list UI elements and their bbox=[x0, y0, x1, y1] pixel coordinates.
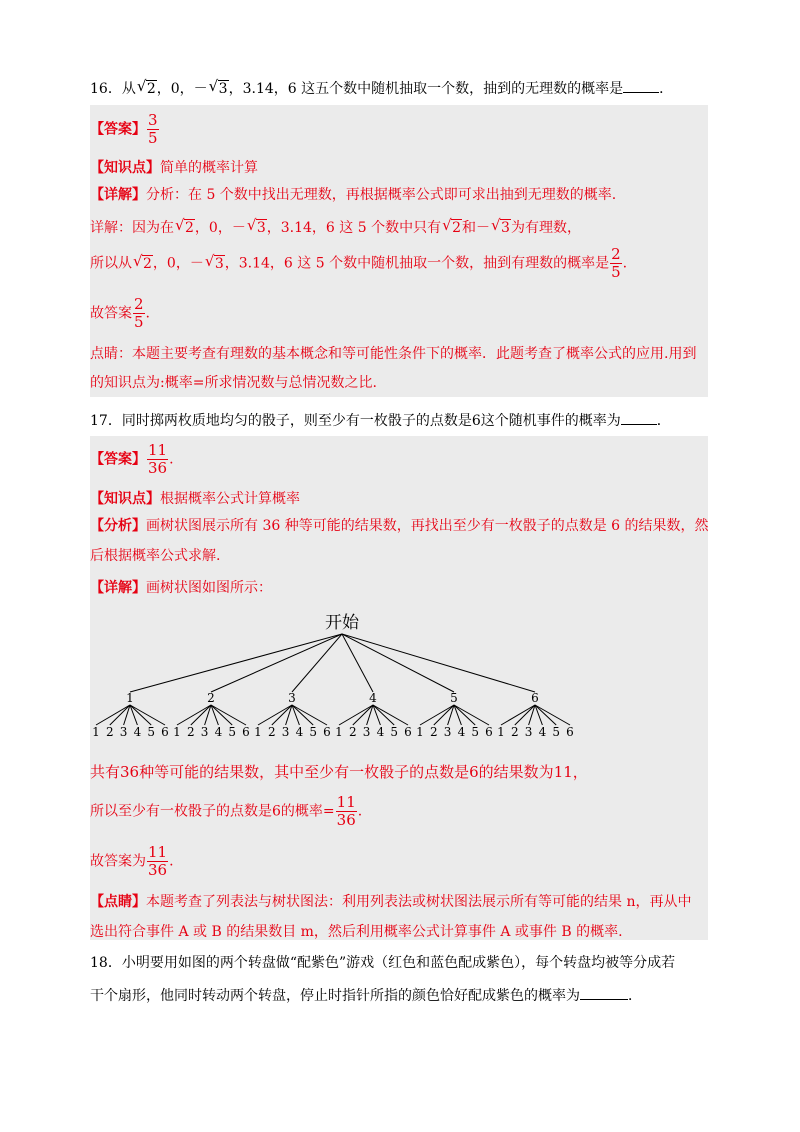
tree-leaf-5-4: 4 bbox=[457, 725, 466, 739]
tree-leaf-3-1: 1 bbox=[254, 725, 262, 739]
knowledge-point-16 bbox=[90, 158, 258, 178]
fraction: $\frac{2}{5}$ bbox=[611, 245, 621, 281]
kp-label: 【知识点】 bbox=[90, 160, 160, 176]
tree-diagram bbox=[90, 606, 708, 746]
detail-label: 【详解】 bbox=[90, 187, 146, 203]
tree-leaf-5-1: 1 bbox=[416, 725, 424, 739]
tree-leaf-3-4: 4 bbox=[295, 725, 304, 739]
detail-17: 【详解】画树状图如图所示： bbox=[90, 580, 272, 596]
tree-leaf-5-5: 5 bbox=[471, 725, 480, 739]
tree-leaf-2-6: 6 bbox=[242, 725, 250, 739]
tree-node-5: 5 bbox=[450, 691, 458, 705]
tree-leaf-1-5: 5 bbox=[147, 725, 156, 739]
detail-text: 分析：在 5 个数中找出无理数，再根据概率公式即可求出抽到无理数的概率. bbox=[146, 187, 617, 203]
tree-leaf-1-6: 6 bbox=[161, 725, 169, 739]
tree-leaf-6-3: 3 bbox=[524, 725, 533, 739]
tree-leaf-2-1: 1 bbox=[173, 725, 181, 739]
answer-blank bbox=[623, 78, 659, 93]
tree-leaf-2-2: 2 bbox=[186, 725, 195, 739]
text: ． bbox=[659, 81, 674, 97]
text: 从 bbox=[121, 81, 136, 97]
tree-leaf-2-4: 4 bbox=[214, 725, 223, 739]
comment-17-line-1: 【点睛】本题考查了列表法与树状图法：利用列表法或树状图法展示所有等可能的结果 n，再从中 bbox=[90, 894, 692, 910]
text: ，3.14，6 这五个数中随机抽取一个数，抽到的无理数的概率是 bbox=[228, 81, 624, 97]
tree-leaf-1-3: 3 bbox=[119, 725, 128, 739]
comment-16-line-1: 点睛：本题主要考查有理数的基本概念和等可能性条件下的概率．此题考查了概率公式的应用.用到 bbox=[90, 346, 697, 362]
tree-node-2: 2 bbox=[207, 691, 215, 705]
tree-branch bbox=[342, 634, 535, 692]
comment-17-line-2: 选出符合事件 A 或 B 的结果数目 m，然后利用概率公式计算事件 A 或事件 B 的概率. bbox=[90, 924, 623, 940]
tree-leaf-1-2: 2 bbox=[105, 725, 114, 739]
tree-leaf-4-5: 5 bbox=[390, 725, 399, 739]
tree-leaf-4-2: 2 bbox=[348, 725, 357, 739]
answer-blank bbox=[621, 410, 657, 425]
tree-leaf-6-4: 4 bbox=[538, 725, 547, 739]
answer-line-16 bbox=[90, 112, 160, 147]
tree-branch bbox=[130, 634, 342, 692]
sqrt-3: √ 3 bbox=[208, 77, 228, 97]
tree-leaf-4-4: 4 bbox=[376, 725, 385, 739]
tree-node-4: 4 bbox=[369, 691, 377, 705]
tree-root-label: 开始 bbox=[325, 613, 359, 633]
knowledge-point-17: 【知识点】根据概率公式计算概率 bbox=[90, 491, 300, 507]
question-number: 16． bbox=[90, 81, 122, 97]
tree-leaf-2-5: 5 bbox=[228, 725, 237, 739]
tree-leaf-3-5: 5 bbox=[309, 725, 318, 739]
answer-line-17: 【答案】 $\frac{11}{36}$ . bbox=[90, 441, 174, 477]
solution-line-16-2: 所以从 √ 2，0，－ √ 3，3.14，6 这 5 个数中随机抽取一个数，抽到有理数的概率是 $\frac{2}{5}$ . bbox=[90, 245, 628, 281]
tree-leaf-4-6: 6 bbox=[404, 725, 412, 739]
answer-fraction: $\frac{11}{36}$ bbox=[148, 441, 168, 477]
text: ，0，－ bbox=[156, 81, 208, 97]
tree-leaf-6-2: 2 bbox=[510, 725, 519, 739]
answer-label: 【答案】 bbox=[90, 121, 146, 138]
tree-leaf-6-1: 1 bbox=[497, 725, 505, 739]
final-answer-16: 故答案 $\frac{2}{5}$ . bbox=[90, 295, 150, 331]
tree-leaf-3-2: 2 bbox=[267, 725, 276, 739]
tree-branch bbox=[342, 634, 373, 692]
tree-node-1: 1 bbox=[126, 691, 134, 705]
answer-fraction: $\frac{3}{5}$ bbox=[148, 111, 158, 147]
tree-leaf-1-1: 1 bbox=[92, 725, 100, 739]
tree-leaf-5-6: 6 bbox=[485, 725, 493, 739]
tree-node-6: 6 bbox=[531, 691, 539, 705]
answer-label: 【答案】 bbox=[90, 451, 146, 468]
analysis-17-line-1: 【分析】画树状图展示所有 36 种等可能的结果数，再找出至少有一枚骰子的点数是 6 的结果数，然 bbox=[90, 518, 709, 534]
tree-branch bbox=[211, 634, 342, 692]
tree-leaf-5-3: 3 bbox=[443, 725, 452, 739]
final-answer-17: 故答案为 $\frac{11}{36}$ . bbox=[90, 843, 174, 879]
fraction: $\frac{2}{5}$ bbox=[134, 295, 144, 331]
tree-branch bbox=[292, 634, 342, 692]
question-18-line-2: 干个扇形，他同时转动两个转盘，停止时指针所指的颜色恰好配成紫色的概率为 ． bbox=[90, 985, 642, 1006]
answer-blank bbox=[580, 985, 628, 1000]
tree-node-3: 3 bbox=[288, 691, 296, 705]
comment-16-line-2: 的知识点为:概率=所求情况数与总情况数之比. bbox=[90, 375, 377, 391]
tree-leaf-1-4: 4 bbox=[133, 725, 142, 739]
result-line-17-1: 共有36种等可能的结果数，其中至少有一枚骰子的点数是6的结果数为11， bbox=[90, 763, 588, 781]
tree-leaf-6-6: 6 bbox=[566, 725, 574, 739]
tree-leaf-3-6: 6 bbox=[323, 725, 331, 739]
question-17-stem: 17．同时掷两枚质地均匀的骰子，则至少有一枚骰子的点数是6这个随机事件的概率为 ． bbox=[90, 410, 671, 431]
sqrt-2: √ 2 bbox=[136, 77, 156, 97]
kp-text: 简单的概率计算 bbox=[160, 160, 258, 176]
tree-leaf-5-2: 2 bbox=[429, 725, 438, 739]
tree-leaf-6-5: 5 bbox=[552, 725, 561, 739]
solution-line-16-1: 详解：因为在 √ 2，0，－ √ 3，3.14，6 这 5 个数中只有 √ 2和－ √ 3为有理数， bbox=[90, 216, 581, 236]
tree-leaf-3-3: 3 bbox=[281, 725, 290, 739]
result-line-17-2: 所以至少有一枚骰子的点数是6的概率= $\frac{11}{36}$ . bbox=[90, 793, 363, 829]
tree-leaf-4-1: 1 bbox=[335, 725, 343, 739]
analysis-17-line-2: 后根据概率公式求解. bbox=[90, 548, 221, 564]
tree-leaf-2-3: 3 bbox=[200, 725, 209, 739]
question-18-line-1: 18．小明要用如图的两个转盘做“配紫色”游戏（红色和蓝色配成紫色），每个转盘均被等分成若 bbox=[90, 955, 676, 971]
question-16-stem bbox=[90, 78, 673, 99]
detail-16 bbox=[90, 185, 616, 205]
tree-leaf-4-3: 3 bbox=[362, 725, 371, 739]
